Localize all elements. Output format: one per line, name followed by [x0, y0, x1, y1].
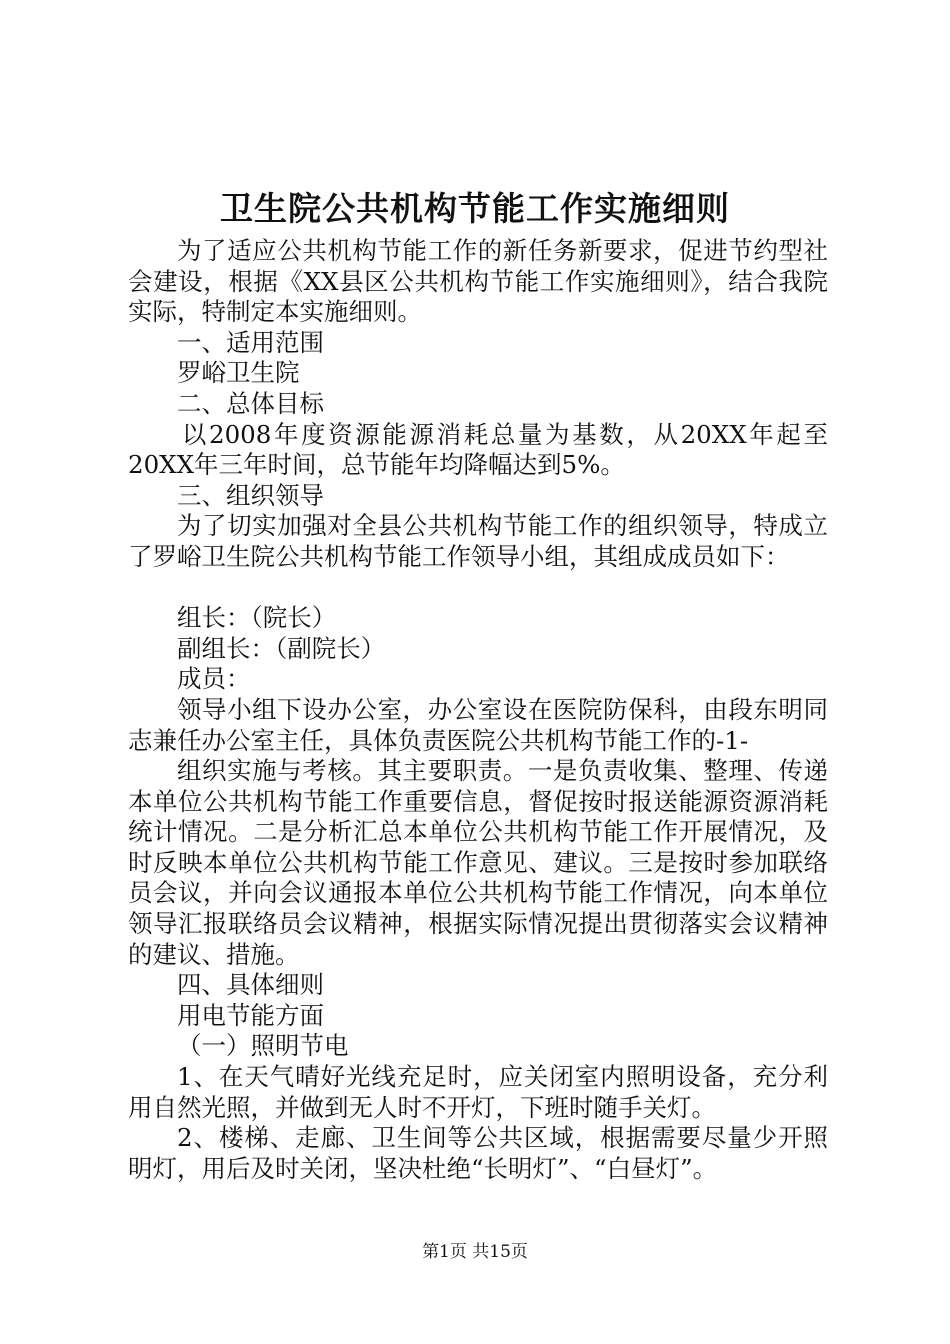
- scope-text: 罗峪卫生院: [177, 358, 300, 388]
- document-title: 卫生院公共机构节能工作实施细则: [220, 189, 730, 228]
- rule-item-2: 2、楼梯、走廊、卫生间等公共区域，根据需要尽量少开照明灯，用后及时关闭，坚决杜绝“长明灯”、“白昼灯”。: [128, 1123, 828, 1183]
- intro-paragraph: 为了适应公共机构节能工作的新任务新要求，促进节约型社会建设，根据《XX县区公共机构节能工作实施细则》，结合我院实际，特制定本实施细则。: [128, 236, 828, 327]
- duties-paragraph: 组织实施与考核。其主要职责。一是负责收集、整理、传递本单位公共机构节能工作重要信息，督促按时报送能源资源消耗统计情况。二是分析汇总本单位公共机构节能工作开展情况，及时反映本单位公共机构节能工作意见、建议。三是按时参加联络员会议，并向会议通报本单位公共机构节能工作情况，向本单位领导汇报联络员会议精神，根据实际情况提出贯彻落实会议精神的建议、措施。: [128, 756, 828, 969]
- goal-text: 以2008年度资源能源消耗总量为基数，从20XX年起至20XX年三年时间，总节能年均降幅达到5%。: [128, 419, 828, 480]
- section-heading-rules: 四、具体细则: [177, 970, 324, 1000]
- group-leader-line: 组长：（院长）: [177, 603, 337, 633]
- section-heading-scope: 一、适用范围: [177, 327, 324, 357]
- document-body: [128, 236, 828, 1184]
- spacer: [128, 573, 828, 604]
- subheading-electricity: 用电节能方面: [177, 1000, 324, 1030]
- members-line: 成员：: [177, 664, 251, 694]
- rule-item-1: 1、在天气晴好光线充足时，应关闭室内照明设备，充分利用自然光照，并做到无人时不开灯，下班时随手关灯。: [128, 1062, 828, 1122]
- subheading-lighting: （一）照明节电: [177, 1031, 349, 1061]
- section-heading-organization: 三、组织领导: [177, 480, 324, 510]
- office-paragraph: 领导小组下设办公室，办公室设在医院防保科，由段东明同志兼任办公室主任，具体负责医院公共机构节能工作的-1-: [128, 694, 828, 755]
- organization-text: 为了切实加强对全县公共机构节能工作的组织领导，特成立了罗峪卫生院公共机构节能工作领导小组，其组成成员如下：: [128, 511, 828, 571]
- deputy-leader-line: 副组长：（副院长）: [177, 633, 386, 663]
- section-heading-goal: 二、总体目标: [177, 388, 324, 418]
- page-number: 第1页 共15页: [422, 1242, 528, 1262]
